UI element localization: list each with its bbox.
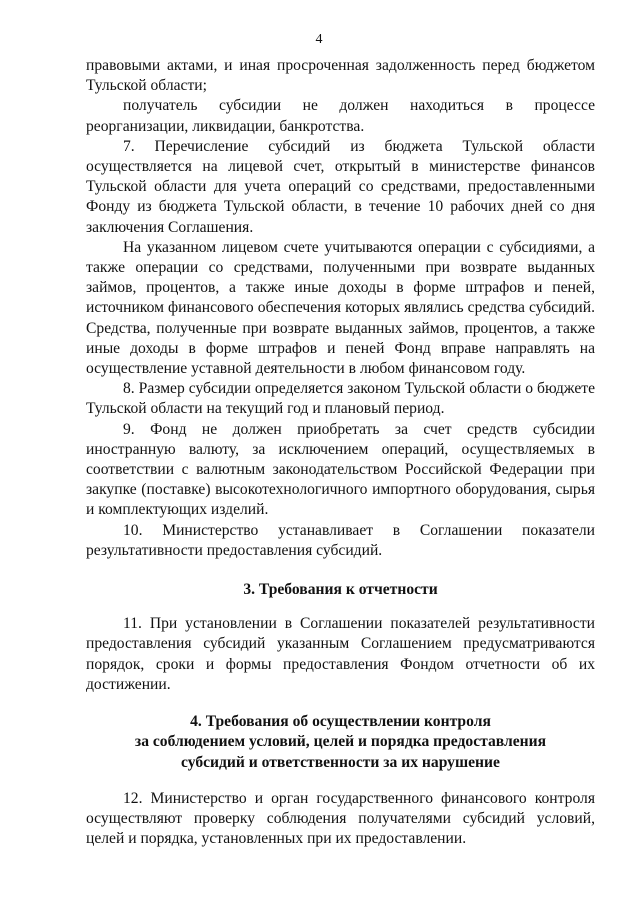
paragraph: получатель субсидии не должен находиться в процессе реорганизации, ликвидации, банкротства. xyxy=(86,97,595,135)
spacer xyxy=(86,600,595,614)
paragraph-11: 11. При установлении в Соглашении показателей результативности предоставления субсидий указанным Соглашением предусматриваются порядок, сроки и формы предоставления Фондом отчетности об их достижении. xyxy=(86,615,595,693)
paragraph: 7. Перечисление субсидий из бюджета Тульской области осуществляется на лицевой счет, открытый в министерстве финансов Тульской области для учета операций со средствами, предоставленными Фонду из бюджета Тульской области, в течение 10 рабочих дней со дня заключения Соглашения. xyxy=(86,137,595,236)
paragraph: правовыми актами, и иная просроченная задолженность перед бюджетом Тульской области; xyxy=(86,57,595,95)
spacer xyxy=(86,561,595,580)
section-3-heading: 3. Требования к отчетности xyxy=(243,581,438,599)
section-4-heading xyxy=(86,712,595,773)
paragraph: 8. Размер субсидии определяется законом Тульской области о бюджете Тульской области на текущий год и плановый период. xyxy=(86,380,595,418)
document-body xyxy=(86,56,595,849)
spacer xyxy=(86,695,595,712)
section-4-heading-line: субсидий и ответственности за их нарушение xyxy=(181,753,500,771)
paragraph-12: 12. Министерство и орган государственного финансового контроля осуществляют проверку соблюдения получателями субсидий условий, целей и порядка, установленных при их предоставлении. xyxy=(86,789,595,848)
section-2-continuation xyxy=(86,56,595,561)
paragraph: 10. Министерство устанавливает в Соглашении показатели результативности предоставления субсидий. xyxy=(86,521,595,559)
paragraph: 9. Фонд не должен приобретать за счет средств субсидии иностранную валюту, за исключением операций, осуществляемых в соответствии с валютным законодательством Российской Федерации при закупке (поставке) высокотехнологичного импортного оборудования, сырья и комплектующих изделий. xyxy=(86,420,595,519)
spacer xyxy=(86,773,595,789)
page-number: 4 xyxy=(315,32,323,47)
paragraph: На указанном лицевом счете учитываются операции с субсидиями, а также операции со средствами, полученными при возврате выданных займов, процентов, а также иные доходы в форме штрафов и пеней, источником финансового обеспечения которых являлись средства субсидий. Средства, полученные при возврате выданных займов, процентов, а также иные доходы в форме штрафов и пеней Фонд вправе направлять на осуществление уставной деятельности в любом финансовом году. xyxy=(86,238,595,378)
section-4-heading-line: за соблюдением условий, целей и порядка предоставления xyxy=(134,733,547,751)
section-4-heading-line: 4. Требования об осуществлении контроля xyxy=(190,713,491,731)
